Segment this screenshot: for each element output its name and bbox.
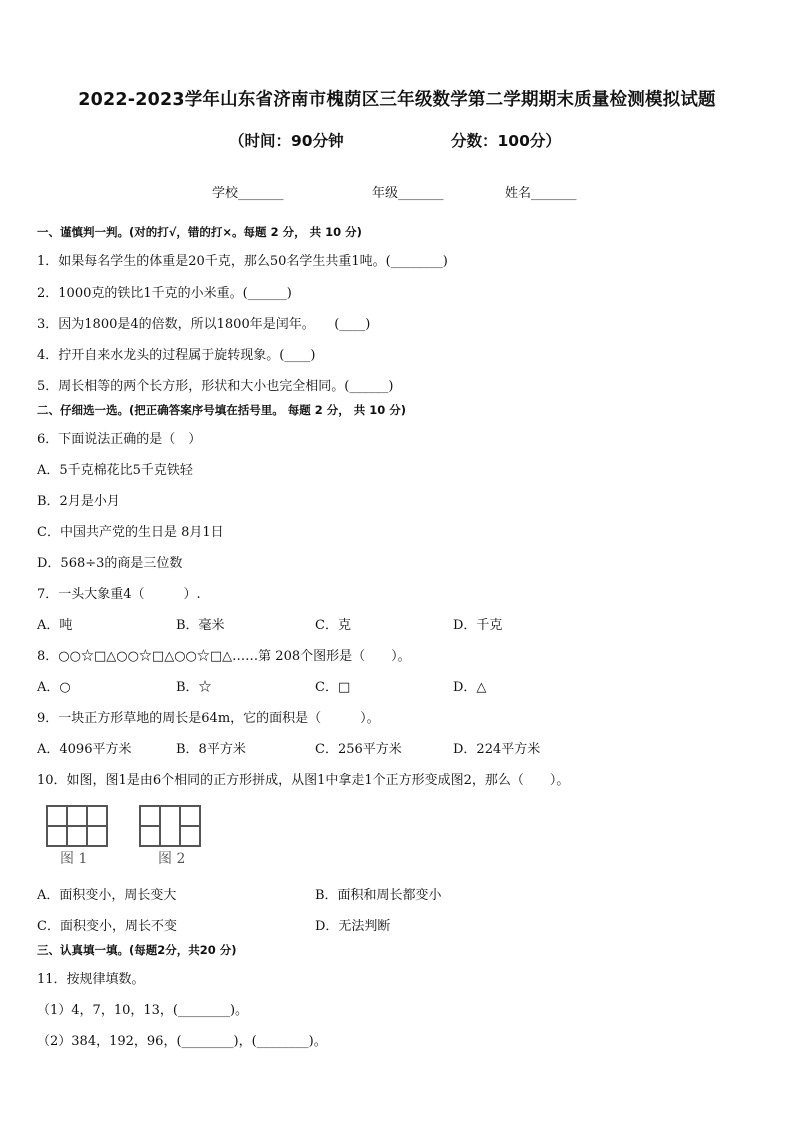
school-field[interactable]: 学校_______ [212, 186, 284, 201]
question-9-option-a[interactable]: A．4096平方米 [37, 742, 132, 757]
question-8-option-d[interactable]: D．△ [453, 680, 487, 695]
question-10-option-d[interactable]: D．无法判断 [315, 919, 391, 934]
question-9: 9．一块正方形草地的周长是64m，它的面积是（ ）。 [37, 711, 380, 726]
question-9-option-d[interactable]: D．224平方米 [453, 742, 541, 757]
figure-1-grid [47, 806, 107, 846]
question-7: 7．一头大象重4（ ）. [37, 587, 201, 602]
question-1: 1．如果每名学生的体重是20千克，那么50名学生共重1吨。(________) [37, 254, 448, 269]
section-1-heading: 一、谨慎判一判。(对的打√，错的打×。每题 2 分， 共 10 分) [37, 225, 362, 239]
question-6-option-d[interactable]: D．568÷3的商是三位数 [37, 556, 183, 571]
question-10-option-a[interactable]: A．面积变小，周长变大 [37, 888, 177, 903]
question-10-figures [40, 800, 220, 870]
question-6-option-c[interactable]: C．中国共产党的生日是 8月1日 [37, 525, 224, 540]
question-7-option-c[interactable]: C．克 [315, 618, 351, 633]
question-2: 2．1000克的铁比1千克的小米重。(______) [37, 286, 292, 301]
question-6: 6．下面说法正确的是（ ） [37, 432, 202, 447]
question-11: 11．按规律填数。 [37, 972, 145, 987]
grade-field[interactable]: 年级_______ [372, 186, 444, 201]
section-2-heading: 二、仔细选一选。(把正确答案序号填在括号里。 每题 2 分， 共 10 分) [37, 403, 407, 417]
figure-1-label: 图 1 [60, 851, 88, 867]
total-score: 分数：100分） [451, 132, 561, 150]
question-10-option-c[interactable]: C．面积变小，周长不变 [37, 919, 177, 934]
question-7-option-a[interactable]: A．吨 [37, 618, 73, 633]
question-6-option-b[interactable]: B．2月是小月 [37, 494, 120, 509]
question-11-part-1: （1）4，7，10，13，(________)。 [37, 1003, 249, 1018]
question-6-option-a[interactable]: A．5千克棉花比5千克铁轻 [37, 463, 193, 478]
question-9-option-c[interactable]: C．256平方米 [315, 742, 402, 757]
time-limit: （时间：90分钟 [229, 132, 344, 150]
figure-2-label: 图 2 [158, 851, 186, 867]
question-8: 8．○○☆□△○○☆□△○○☆□△……第 208个图形是（ ）。 [37, 649, 411, 664]
question-7-option-d[interactable]: D．千克 [453, 618, 503, 633]
question-7-option-b[interactable]: B．毫米 [176, 618, 225, 633]
figure-2-grid [140, 806, 200, 846]
question-11-part-2: （2）384，192，96，(________)，(________)。 [37, 1034, 327, 1049]
question-10: 10．如图，图1是由6个相同的正方形拼成，从图1中拿走1个正方形变成图2，那么（ ）。 [37, 773, 570, 788]
question-8-option-c[interactable]: C．□ [315, 680, 351, 695]
question-4: 4．拧开自来水龙头的过程属于旋转现象。(____) [37, 348, 316, 363]
question-10-option-b[interactable]: B．面积和周长都变小 [315, 888, 442, 903]
question-8-option-a[interactable]: A．○ [37, 680, 71, 695]
name-field[interactable]: 姓名_______ [505, 186, 577, 201]
question-8-option-b[interactable]: B．☆ [176, 680, 212, 695]
question-9-option-b[interactable]: B．8平方米 [176, 742, 246, 757]
section-3-heading: 三、认真填一填。(每题2分，共20 分) [37, 943, 237, 957]
question-5: 5．周长相等的两个长方形，形状和大小也完全相同。(______) [37, 379, 394, 394]
question-3: 3．因为1800是4的倍数，所以1800年是闰年。 (____) [37, 317, 371, 332]
exam-title: 2022-2023学年山东省济南市槐荫区三年级数学第二学期期末质量检测模拟试题 [78, 90, 716, 110]
